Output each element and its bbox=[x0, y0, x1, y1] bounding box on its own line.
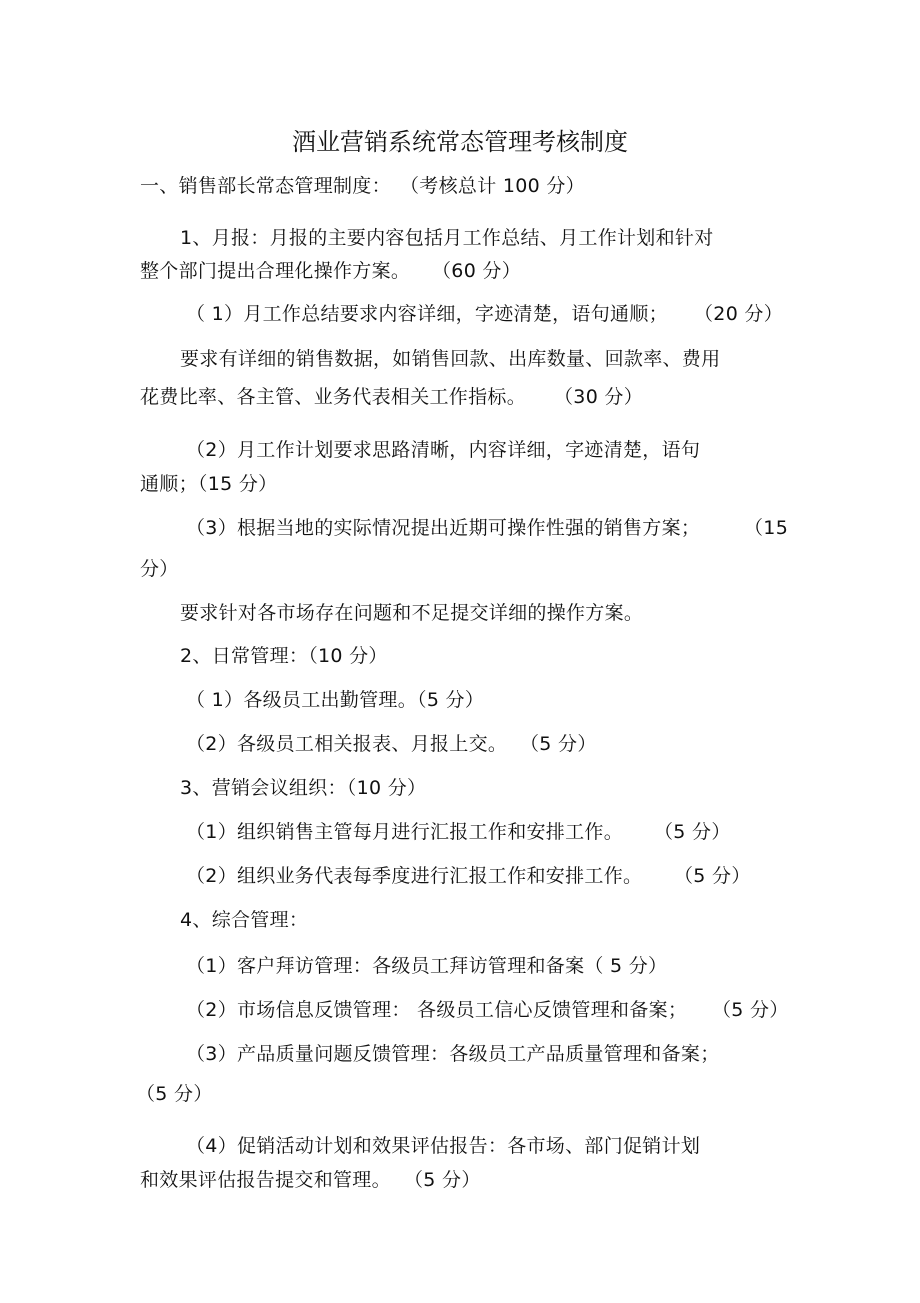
document-title: 酒业营销系统常态管理考核制度 bbox=[292, 128, 628, 156]
section-heading: 一、销售部长常态管理制度： bbox=[140, 175, 391, 197]
item-2-heading: 2、日常管理：（10 分） bbox=[180, 645, 388, 667]
item-4-sub-4-line-1: （4）促销活动计划和效果评估报告：各市场、部门促销计划 bbox=[186, 1135, 701, 1157]
item-4-sub-1: （1）客户拜访管理：各级员工拜访管理和备案（ 5 分） bbox=[186, 955, 668, 977]
section-total-score: （考核总计 100 分） bbox=[400, 175, 585, 197]
item-2-sub-1: （ 1）各级员工出勤管理。（5 分） bbox=[186, 689, 485, 711]
item-4-sub-4-score: （5 分） bbox=[404, 1169, 481, 1191]
item-1-sub-3-line-1: （3）根据当地的实际情况提出近期可操作性强的销售方案； bbox=[186, 517, 701, 539]
item-1-sub-3-score: （15 bbox=[744, 517, 789, 539]
item-1-sub-3-line-2: 分） bbox=[140, 558, 179, 580]
item-4-heading: 4、综合管理： bbox=[180, 909, 309, 931]
item-1-sub-1: （ 1）月工作总结要求内容详细，字迹清楚，语句通顺； bbox=[186, 303, 668, 325]
item-4-sub-4-line-2: 和效果评估报告提交和管理。 bbox=[140, 1169, 391, 1191]
item-1-sub-2-line-1: （2）月工作计划要求思路清晰，内容详细，字迹清楚，语句 bbox=[186, 439, 701, 461]
item-3-sub-2: （2）组织业务代表每季度进行汇报工作和安排工作。 bbox=[186, 865, 643, 887]
item-1-line-2: 整个部门提出合理化操作方案。 bbox=[140, 260, 411, 282]
item-1-sub-1-score: （20 分） bbox=[694, 303, 784, 325]
item-1-line-1: 1、月报：月报的主要内容包括月工作总结、月工作计划和针对 bbox=[180, 227, 714, 249]
item-1-sub-3b: 要求针对各市场存在问题和不足提交详细的操作方案。 bbox=[180, 602, 644, 624]
item-2-sub-2: （2）各级员工相关报表、月报上交。 bbox=[186, 733, 508, 755]
item-3-sub-1-score: （5 分） bbox=[654, 821, 731, 843]
item-1-sub-1b-line-1: 要求有详细的销售数据，如销售回款、出库数量、回款率、费用 bbox=[180, 348, 721, 370]
item-1-sub-1b-line-2: 花费比率、各主管、业务代表相关工作指标。 bbox=[140, 386, 527, 408]
item-3-sub-1: （1）组织销售主管每月进行汇报工作和安排工作。 bbox=[186, 821, 623, 843]
item-3-heading: 3、营销会议组织：（10 分） bbox=[180, 777, 427, 799]
item-4-sub-2: （2）市场信息反馈管理： 各级员工信心反馈管理和备案； bbox=[186, 999, 688, 1021]
item-3-sub-2-score: （5 分） bbox=[674, 865, 751, 887]
item-4-sub-3-line-2: （5 分） bbox=[136, 1083, 213, 1105]
item-1-sub-1b-score: （30 分） bbox=[554, 386, 644, 408]
item-4-sub-2-score: （5 分） bbox=[712, 999, 789, 1021]
item-1-sub-2-line-2: 通顺；（15 分） bbox=[140, 473, 278, 495]
item-2-sub-2-score: （5 分） bbox=[520, 733, 597, 755]
item-1-score: （60 分） bbox=[432, 260, 522, 282]
item-4-sub-3-line-1: （3）产品质量问题反馈管理：各级员工产品质量管理和备案； bbox=[186, 1043, 720, 1065]
